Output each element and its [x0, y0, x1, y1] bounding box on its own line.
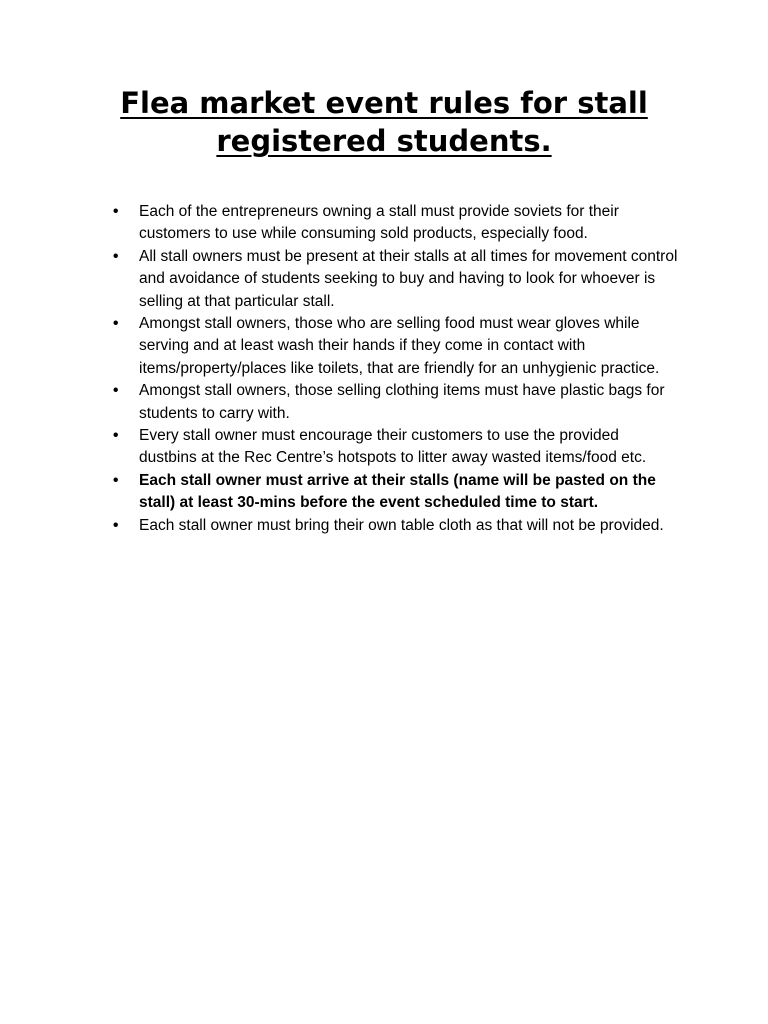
bullet-icon: • [113, 247, 119, 265]
rule-text: Every stall owner must encourage their customers to use the provided dustbins at the Rec Centre’s hotspots to litter away wasted items/food etc. [139, 427, 647, 467]
bullet-icon: • [113, 471, 119, 489]
rule-text: Each stall owner must bring their own table cloth as that will not be provided. [139, 516, 664, 534]
bullet-icon: • [113, 315, 119, 333]
document-title: Flea market event rules for stall registered students. [120, 86, 648, 158]
bullet-icon: • [113, 427, 119, 445]
rule-item [113, 246, 679, 313]
rule-text: Each stall owner must arrive at their stalls (name will be pasted on the stall) at least 30-mins before the event scheduled time to start. [139, 471, 656, 512]
rule-item [113, 380, 679, 425]
rule-text: Amongst stall owners, those who are selling food must wear gloves while serving and at least wash their hands if they come in contact with items/property/places like toilets, that are friendly for an unhygienic practice. [139, 315, 660, 377]
rule-item [113, 470, 679, 515]
bullet-icon: • [113, 203, 119, 220]
bullet-icon: • [113, 382, 119, 400]
rule-item [113, 515, 679, 537]
rule-item [113, 201, 679, 246]
rule-text: All stall owners must be present at their stalls at all times for movement control and avoidance of students seeking to buy and having to look for whoever is selling at that particular stall. [139, 247, 678, 310]
bullet-icon: • [113, 516, 119, 534]
rules-list [113, 201, 679, 537]
rule-text: Amongst stall owners, those selling clothing items must have plastic bags for students to carry with. [139, 382, 665, 422]
rule-text: Each of the entrepreneurs owning a stall must provide soviets for their customers to use while consuming sold products, especially food. [139, 203, 619, 243]
rule-item [113, 313, 679, 380]
rule-item [113, 425, 679, 470]
